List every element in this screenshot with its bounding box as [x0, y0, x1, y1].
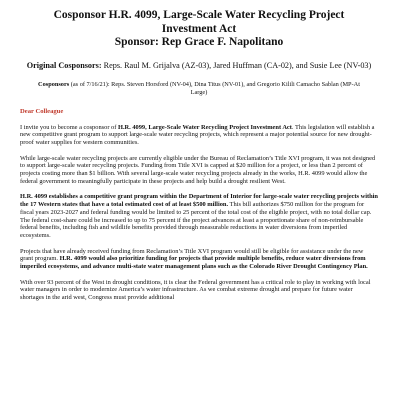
paragraph-intro	[20, 124, 378, 147]
paragraph-eligibility	[20, 248, 378, 271]
paragraph-background: While large-scale water recycling projects are currently eligible under the Bureau of Reclamation’s Title XVI program, it was not designed to support large-scale water recycling projects. Funding from Title XVI is capped at $20 million for a project, or less than 2 percent of projects costing more than $1 billion. With several large-scale water recycling projects already in the works, H.R. 4099 would allow the federal government to meaningfully participate in these projects and help build a drought resilient West.	[20, 154, 376, 185]
current-cosponsors-text: (as of 7/16/21): Reps. Steven Horsford (NV-04), Dina Titus (NV-01), and Gregorio Kilili Camacho Sablan (MP-At Large)	[69, 80, 360, 96]
paragraph-eligibility-text: Projects that have already received funding from Reclamation’s Title XVI program would still be eligible for assistance under the new grant program.	[20, 247, 364, 263]
current-cosponsors	[34, 81, 364, 97]
paragraph-program	[20, 193, 378, 239]
paragraph-intro-text-c: . This legislation will establish a new competitive grant program to support large-scale water recycling projects, which represent a major potential source for new drought-proof water supplies for western communities.	[20, 123, 375, 146]
paragraph-program-text: This bill authorizes $750 million for the program for fiscal years 2023-2027 and federal funding would be limited to 25 percent of the total cost of the eligible project, with no total dollar cap. The federal cost-share could be increased to up to 75 percent if the project advances at least a proportionate share of non-reimbursable federal benefits, including fish and wildlife benefits provided through measurable reductions in water diversions from imperiled ecosystems.	[20, 201, 372, 239]
original-cosponsors-text: Reps. Raul M. Grijalva (AZ-03), Jared Huffman (CA-02), and Susie Lee (NV-03)	[101, 60, 372, 70]
title-line-1: Cosponsor H.R. 4099, Large-Scale Water Recycling Project	[53, 9, 345, 21]
sponsor-line: Sponsor: Rep Grace F. Napolitano	[114, 36, 284, 48]
original-cosponsors-label: Original Cosponsors:	[26, 60, 102, 70]
paragraph-program-bold: H.R. 4099 establishes a competitive grant program within the Department of Interior for large-scale water recycling projects within the 17 Western states that have a total estimated cost of at least $500 million.	[20, 193, 378, 209]
current-cosponsors-label: Cosponsors	[38, 80, 70, 88]
bill-name: H.R. 4099, Large-Scale Water Recycling Project Investment Act	[117, 123, 292, 131]
paragraph-eligibility-bold: H.R. 4099 would also prioritize funding for projects that provide multiple benefits, reduce water diversions from imperiled ecosystems, and advance multi-state water management plans such as the Colorado River Drought Contingency Plan.	[20, 255, 368, 271]
title-line-2: Investment Act	[161, 22, 237, 35]
salutation: Dear Colleague	[20, 107, 64, 115]
paragraph-intro-text-a: I invite you to become a cosponsor of	[20, 123, 118, 131]
original-cosponsors	[24, 61, 374, 71]
document-title	[20, 9, 378, 50]
paragraph-drought: With over 93 percent of the West in drought conditions, it is clear the Federal government has a critical role to play in working with local water managers in order to modernize America’s water infrastructure. As we combat extreme drought and prepare for future water shortages in the arid west, Congress must provide additional	[20, 278, 371, 302]
